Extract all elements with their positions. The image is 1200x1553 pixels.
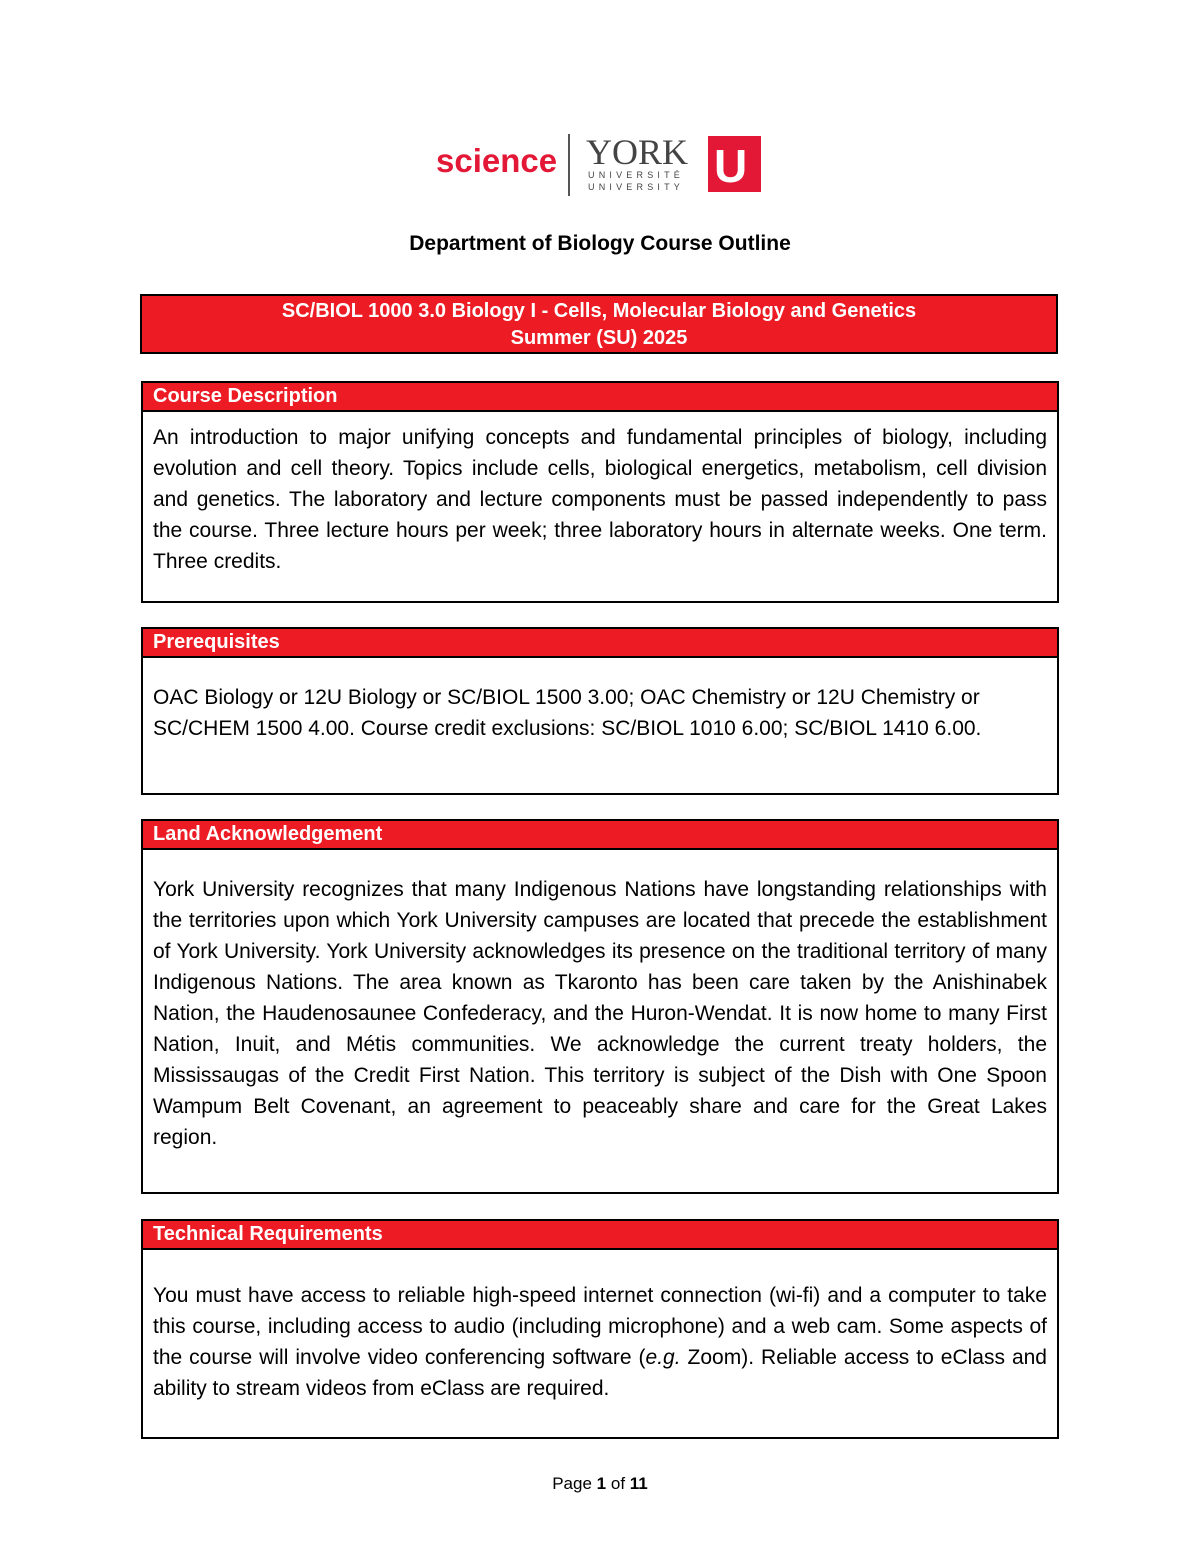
- logo-u-mark: [708, 136, 761, 192]
- section-body: An introduction to major unifying concepts and fundamental principles of biology, including evolution and cell theory. Topics include cells, biological energetics, metabolism, cell division and genetics. The laboratory and lecture components must be passed independently to pass the course. Three lecture hours per week; three laboratory hours in alternate weeks. One term. Three credits.: [153, 426, 1047, 573]
- of-label: of: [610, 1474, 626, 1493]
- section-heading: Land Acknowledgement: [143, 821, 1057, 850]
- body-emphasis: e.g.: [645, 1346, 681, 1369]
- logo-york-text: YORK: [586, 132, 689, 172]
- section-body: OAC Biology or 12U Biology or SC/BIOL 1500 3.00; OAC Chemistry or 12U Chemistry or SC/CHEM 1500 4.00. Course credit exclusions: SC/BIOL 1010 6.00; SC/BIOL 1410 6.00.: [153, 686, 982, 740]
- section-course-description: [141, 381, 1059, 603]
- body-part: Zoom). Reliable access to eClass and ability to stream videos from eClass are required.: [153, 1346, 1047, 1400]
- section-body: [143, 1250, 1057, 1404]
- course-title-banner: [140, 294, 1058, 354]
- page-number: 1: [596, 1474, 607, 1493]
- section-technical-requirements: [141, 1219, 1059, 1439]
- section-land-acknowledgement: [141, 819, 1059, 1194]
- body-part: You must have access to reliable high-speed internet connection (wi-fi) and a computer to take this course, including access to audio (including microphone) and a web cam. Some aspects of the course will involve video conferencing software (: [153, 1284, 1047, 1369]
- section-heading: Course Description: [143, 383, 1057, 412]
- course-code-title: SC/BIOL 1000 3.0 Biology I - Cells, Molecular Biology and Genetics: [281, 300, 917, 322]
- page-footer: [0, 1474, 1200, 1494]
- page-label: Page: [552, 1474, 592, 1493]
- section-body: York University recognizes that many Indigenous Nations have longstanding relationships with the territories upon which York University campuses are located that precede the establishment of York University. York University acknowledges its presence on the traditional territory of many Indigenous Nations. The area known as Tkaronto has been care taken by the Anishinabek Nation, the Haudenosaunee Confederacy, and the Huron-Wendat. It is now home to many First Nation, Inuit, and Métis communities. We acknowledge the current treaty holders, the Mississaugas of the Credit First Nation. This territory is subject of the Dish with One Spoon Wampum Belt Covenant, an agreement to peaceably share and care for the Great Lakes region.: [153, 878, 1047, 1149]
- page-total: 11: [629, 1474, 648, 1493]
- logo-universite-text: UNIVERSITÉ: [588, 170, 685, 180]
- section-heading: Prerequisites: [143, 629, 1057, 658]
- logo-science-text: science: [436, 142, 558, 179]
- section-heading: Technical Requirements: [143, 1221, 1057, 1250]
- logo-u-text: U: [714, 140, 748, 192]
- page-title: Department of Biology Course Outline: [409, 232, 791, 255]
- logo-divider: [568, 134, 570, 196]
- york-science-logo: [436, 130, 766, 198]
- section-prerequisites: [141, 627, 1059, 795]
- course-term: Summer (SU) 2025: [510, 327, 688, 349]
- logo-university-text: UNIVERSITY: [588, 182, 685, 192]
